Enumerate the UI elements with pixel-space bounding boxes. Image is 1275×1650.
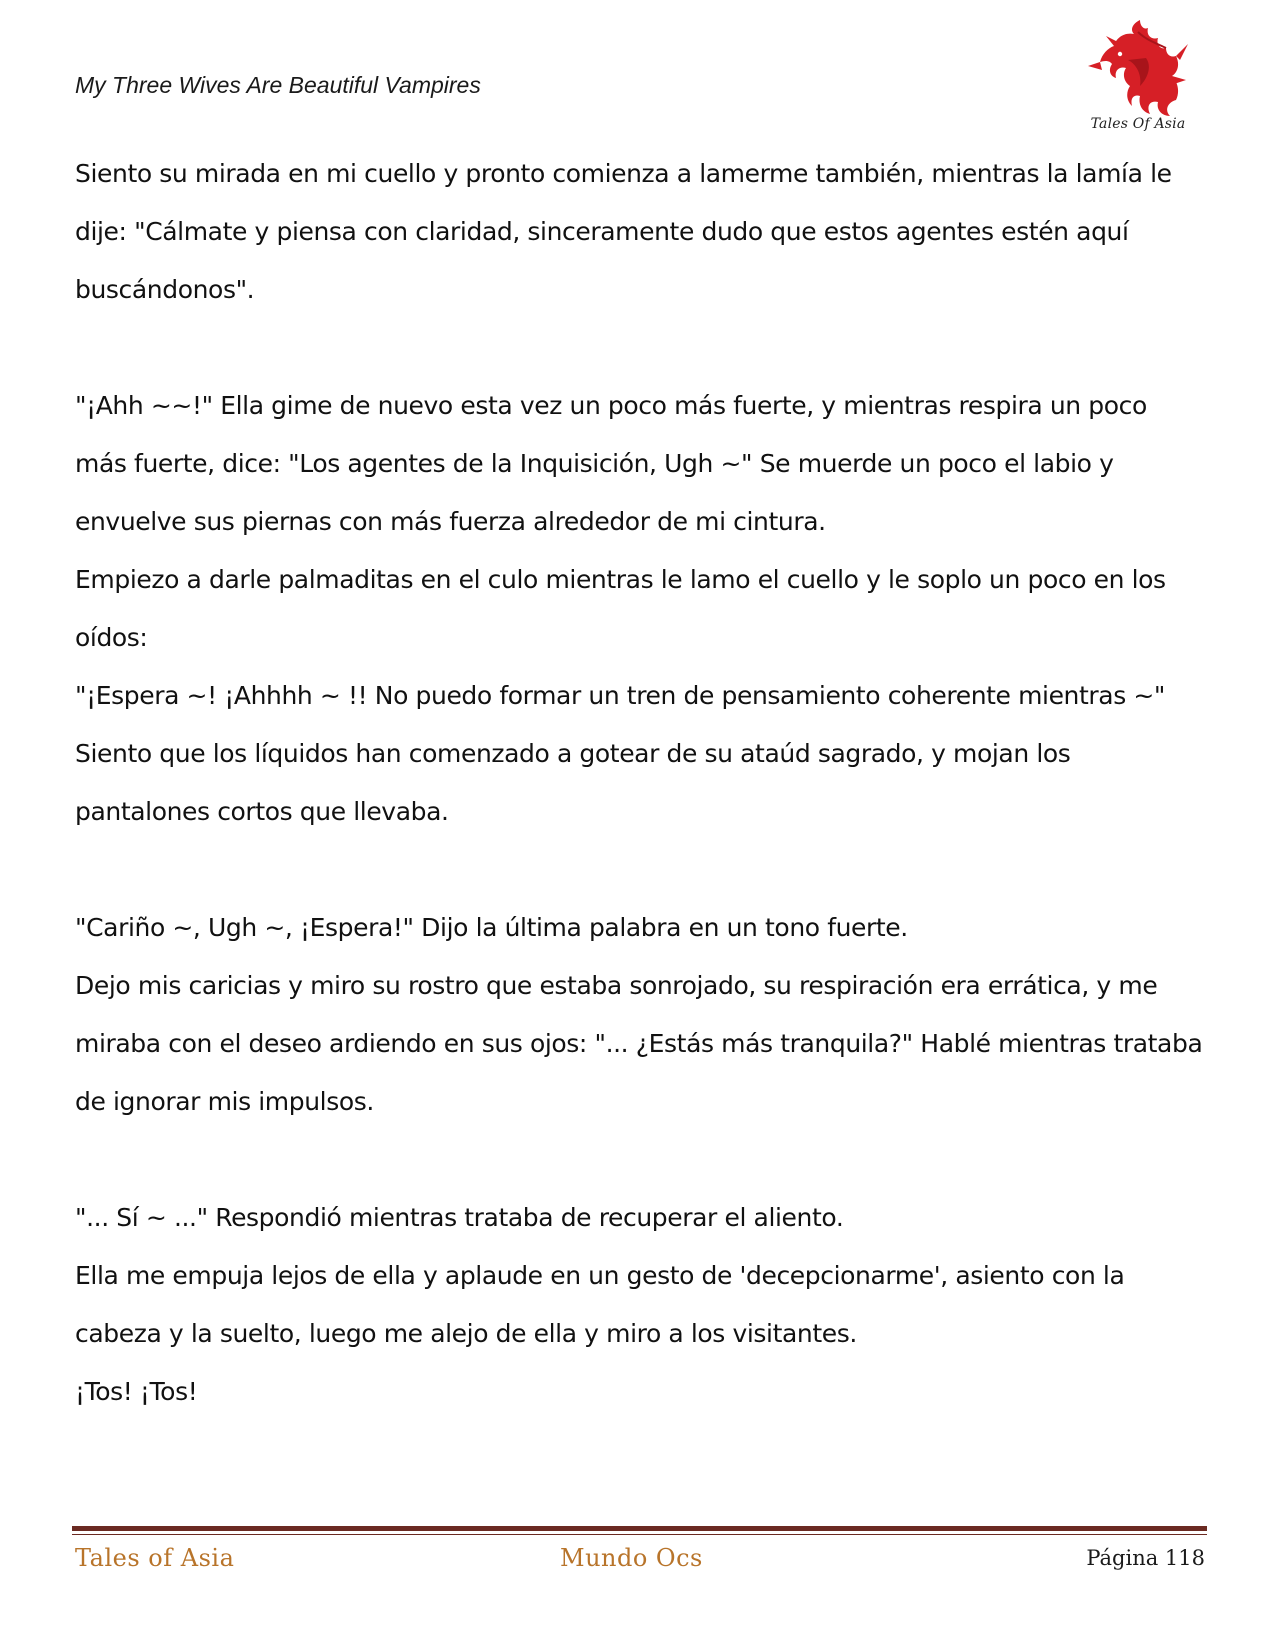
footer-divider-thin	[72, 1534, 1207, 1535]
footer-group-name: Mundo Ocs	[560, 1544, 703, 1572]
paragraph: Dejo mis caricias y miro su rostro que estaba sonrojado, su respiración era errática, y me miraba con el deseo ardiendo en sus ojos: "... ¿Estás más tranquila?" Hablé mientras trataba de ignorar mis impulsos.	[75, 971, 1210, 1116]
footer-site-name: Tales of Asia	[75, 1544, 235, 1572]
chapter-body	[75, 145, 1210, 1421]
paragraph: ¡Tos! ¡Tos!	[75, 1377, 198, 1406]
book-title: My Three Wives Are Beautiful Vampires	[75, 72, 481, 98]
paragraph: Ella me empuja lejos de ella y aplaude en un gesto de 'decepcionarme', asiento con la cabeza y la suelto, luego me alejo de ella y miro a los visitantes.	[75, 1261, 1132, 1348]
paragraph: "... Sí ~ ..." Respondió mientras trataba de recuperar el aliento.	[75, 1203, 844, 1232]
page-number: Página 118	[1086, 1546, 1205, 1570]
paragraph: Empiezo a darle palmaditas en el culo mientras le lamo el cuello y le soplo un poco en los oídos:	[75, 565, 1174, 652]
paragraph: "¡Ahh ~~!" Ella gime de nuevo esta vez un poco más fuerte, y mientras respira un poco más fuerte, dice: "Los agentes de la Inquisición, Ugh ~" Se muerde un poco el labio y envuelve sus piernas con más fuerza alrededor de mi cintura.	[75, 391, 1155, 536]
footer-divider	[72, 1526, 1207, 1531]
paragraph: Siento su mirada en mi cuello y pronto comienza a lamerme también, mientras la lamía le dije: "Cálmate y piensa con claridad, sinceramente dudo que estos agentes estén aquí buscándonos".	[75, 159, 1180, 304]
logo-caption: Tales Of Asia	[1090, 116, 1186, 132]
paragraph: "¡Espera ~! ¡Ahhhh ~ !! No puedo formar un tren de pensamiento coherente mientras ~" Siento que los líquidos han comenzado a gotear de su ataúd sagrado, y mojan los pantalones cortos que llevaba.	[75, 681, 1173, 826]
paragraph: "Cariño ~, Ugh ~, ¡Espera!" Dijo la última palabra en un tono fuerte.	[75, 913, 908, 942]
